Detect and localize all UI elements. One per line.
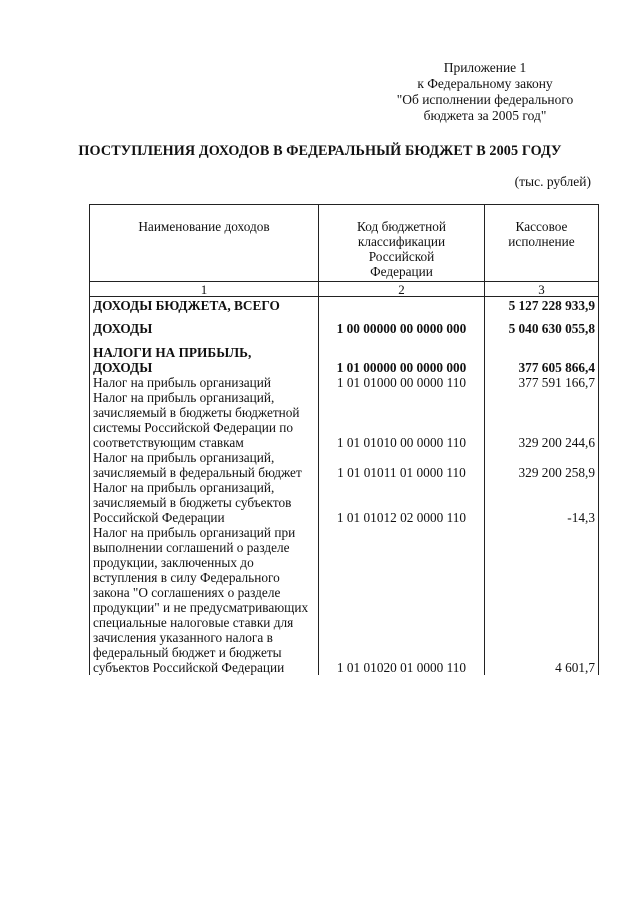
header-name: Наименование доходов (90, 205, 319, 282)
row-value: 4 601,7 (485, 525, 599, 675)
row-code: 1 00 00000 00 0000 000 (319, 313, 485, 336)
row-name: Налог на прибыль организаций, зачисляемый в бюджеты субъектов Российской Федерации (90, 480, 319, 525)
row-name: ДОХОДЫ БЮДЖЕТА, ВСЕГО (90, 297, 319, 314)
row-name: Налог на прибыль организаций (90, 375, 319, 390)
appendix-line: бюджета за 2005 год" (423, 108, 547, 123)
header-code: Код бюджетной классификации Российской Федерации (319, 205, 485, 282)
row-code: 1 01 01000 00 0000 110 (319, 375, 485, 390)
row-name: Налог на прибыль организаций при выполнении соглашений о разделе продукции, заключенных до вступления в силу Федерального закона "О соглашениях о разделе продукции" и не предусматривающих специальные налоговые ставки для зачисления указанного налога в федеральный бюджет и бюджеты субъектов Российской Федерации (90, 525, 319, 675)
row-value: 377 605 866,4 (485, 336, 599, 375)
appendix-line: к Федеральному закону (417, 76, 553, 91)
revenue-table (89, 204, 599, 675)
appendix-note (380, 60, 590, 124)
row-name: ДОХОДЫ (90, 313, 319, 336)
table-header-row (90, 205, 599, 282)
row-name: НАЛОГИ НА ПРИБЫЛЬ, ДОХОДЫ (90, 336, 319, 375)
table-row (90, 450, 599, 480)
table-row (90, 297, 599, 314)
row-value: 377 591 166,7 (485, 375, 599, 390)
row-code: 1 01 01020 01 0000 110 (319, 525, 485, 675)
column-number: 2 (319, 282, 485, 297)
row-value: -14,3 (485, 480, 599, 525)
row-name: Налог на прибыль организаций, зачисляемый в бюджеты бюджетной системы Российской Федерации по соответствующим ставкам (90, 390, 319, 450)
row-code (319, 297, 485, 314)
table-row (90, 390, 599, 450)
row-code: 1 01 00000 00 0000 000 (319, 336, 485, 375)
row-value: 5 127 228 933,9 (485, 297, 599, 314)
table-row (90, 525, 599, 675)
table-row (90, 336, 599, 375)
row-value: 5 040 630 055,8 (485, 313, 599, 336)
column-number-row (90, 282, 599, 297)
table-row (90, 313, 599, 336)
table-row (90, 375, 599, 390)
row-code: 1 01 01011 01 0000 110 (319, 450, 485, 480)
appendix-line: "Об исполнении федерального (396, 92, 574, 107)
appendix-line: Приложение 1 (443, 60, 527, 75)
header-value: Кассовое исполнение (485, 205, 599, 282)
page-title: ПОСТУПЛЕНИЯ ДОХОДОВ В ФЕДЕРАЛЬНЫЙ БЮДЖЕТ В 2005 ГОДУ (78, 143, 562, 159)
row-code: 1 01 01010 00 0000 110 (319, 390, 485, 450)
column-number: 1 (90, 282, 319, 297)
row-name: Налог на прибыль организаций, зачисляемый в федеральный бюджет (90, 450, 319, 480)
column-number: 3 (485, 282, 599, 297)
row-code: 1 01 01012 02 0000 110 (319, 480, 485, 525)
table-row (90, 480, 599, 525)
row-value: 329 200 258,9 (485, 450, 599, 480)
row-value: 329 200 244,6 (485, 390, 599, 450)
units-label: (тыс. рублей) (514, 174, 591, 189)
